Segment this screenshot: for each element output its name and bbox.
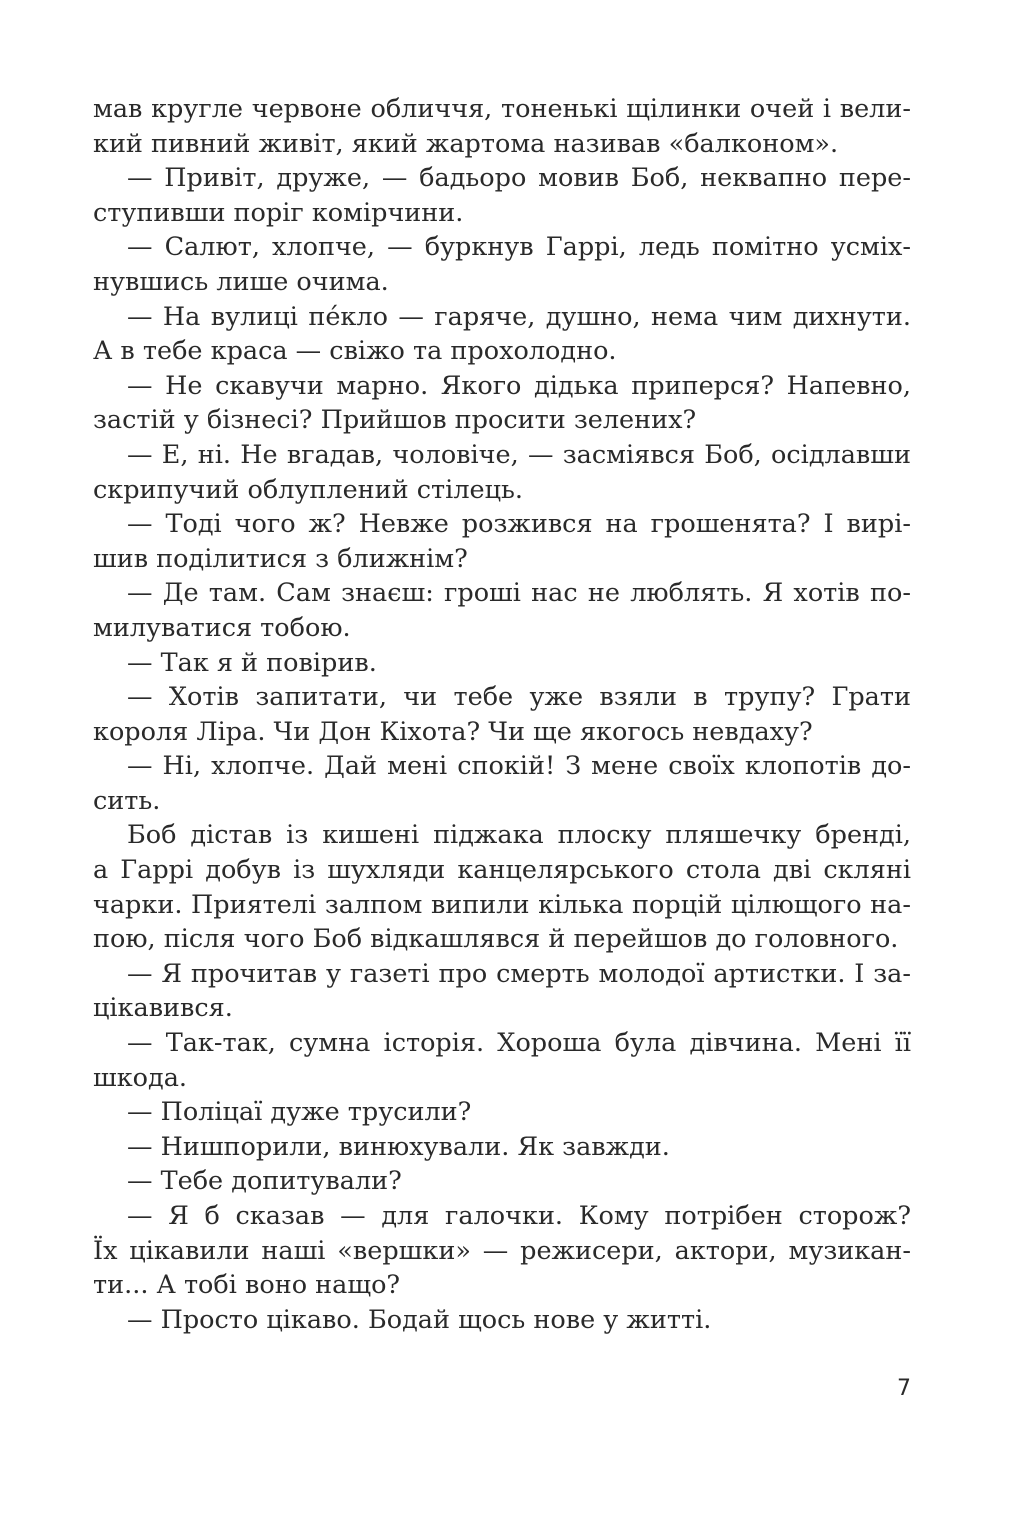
text-line: — Я прочитав у газеті про смерть молодої артистки. І за- bbox=[127, 958, 911, 989]
text-line: — Хотів запитати, чи тебе уже взяли в трупу? Грати bbox=[127, 682, 911, 713]
text-line: — Тебе допитували? bbox=[127, 1166, 402, 1197]
text-line: — Салют, хлопче, — буркнув Гаррі, ледь помітно усміх- bbox=[127, 232, 911, 263]
text-line: — Так-так, сумна історія. Хороша була дівчина. Мені її bbox=[127, 1028, 911, 1059]
text-line: пою, після чого Боб відкашлявся й перейшов до головного. bbox=[93, 924, 899, 955]
text-line: — Нишпорили, винюхували. Як завжди. bbox=[127, 1131, 670, 1162]
text-line: А в тебе краса — свіжо та прохолодно. bbox=[93, 336, 617, 367]
text-line: чарки. Приятелі залпом випили кілька порцій цілющого на- bbox=[93, 889, 911, 920]
text-line: ступивши поріг комірчини. bbox=[93, 197, 464, 228]
text-line: скрипучий облуплений стілець. bbox=[93, 474, 524, 505]
text-line: — Я б сказав — для галочки. Кому потрібен сторож? bbox=[127, 1201, 911, 1231]
text-line: — Е, ні. Не вгадав, чоловіче, — засміявся Боб, осідлавши bbox=[127, 439, 911, 470]
text-line: Їх цікавили наші «вершки» — режисери, актори, музикан- bbox=[93, 1235, 911, 1266]
text-line: шив поділитися з ближнім? bbox=[93, 543, 468, 574]
text-line: милуватися тобою. bbox=[93, 612, 351, 643]
text-line: нувшись лише очима. bbox=[93, 266, 389, 297]
text-line: шкода. bbox=[93, 1062, 188, 1093]
text-line: Боб дістав із кишені піджака плоску пляшечку бренді, bbox=[127, 820, 911, 851]
text-line: короля Ліра. Чи Дон Кіхота? Чи ще якогось невдаху? bbox=[93, 716, 813, 747]
text-line: — Ні, хлопче. Дай мені спокій! З мене своїх клопотів до- bbox=[127, 751, 911, 782]
text-line: цікавився. bbox=[93, 993, 233, 1024]
text-line: — На вулиці пе́кло — гаряче, душно, нема чим дихнути. bbox=[127, 301, 911, 332]
text-line: мав кругле червоне обличчя, тоненькі щілинки очей і вели- bbox=[93, 94, 911, 124]
body-text bbox=[93, 92, 911, 1337]
text-line: — Де там. Сам знаєш: гроші нас не люблять. Я хотів по- bbox=[127, 578, 911, 609]
text-line: — Просто цікаво. Бодай щось нове у житті. bbox=[127, 1304, 712, 1335]
text-line: сить. bbox=[93, 785, 161, 816]
text-line: кий пивний живіт, який жартома називав «балконом». bbox=[93, 128, 839, 159]
text-line: — Привіт, друже, — бадьоро мовив Боб, неквапно пере- bbox=[127, 163, 911, 194]
text-line: — Тоді чого ж? Невже розжився на грошенята? І вирі- bbox=[127, 509, 911, 540]
page-number: 7 bbox=[897, 1376, 911, 1401]
text-line: — Так я й повірив. bbox=[127, 647, 377, 678]
text-line: — Поліцаї дуже трусили? bbox=[127, 1097, 472, 1128]
text-line: — Не скавучи марно. Якого дідька приперся? Напевно, bbox=[127, 370, 911, 401]
text-line: застій у бізнесі? Прийшов просити зелених? bbox=[93, 405, 697, 436]
text-line: а Гаррі добув із шухляди канцелярського стола дві скляні bbox=[93, 855, 911, 886]
text-line: ти... А тобі воно нащо? bbox=[93, 1270, 401, 1301]
